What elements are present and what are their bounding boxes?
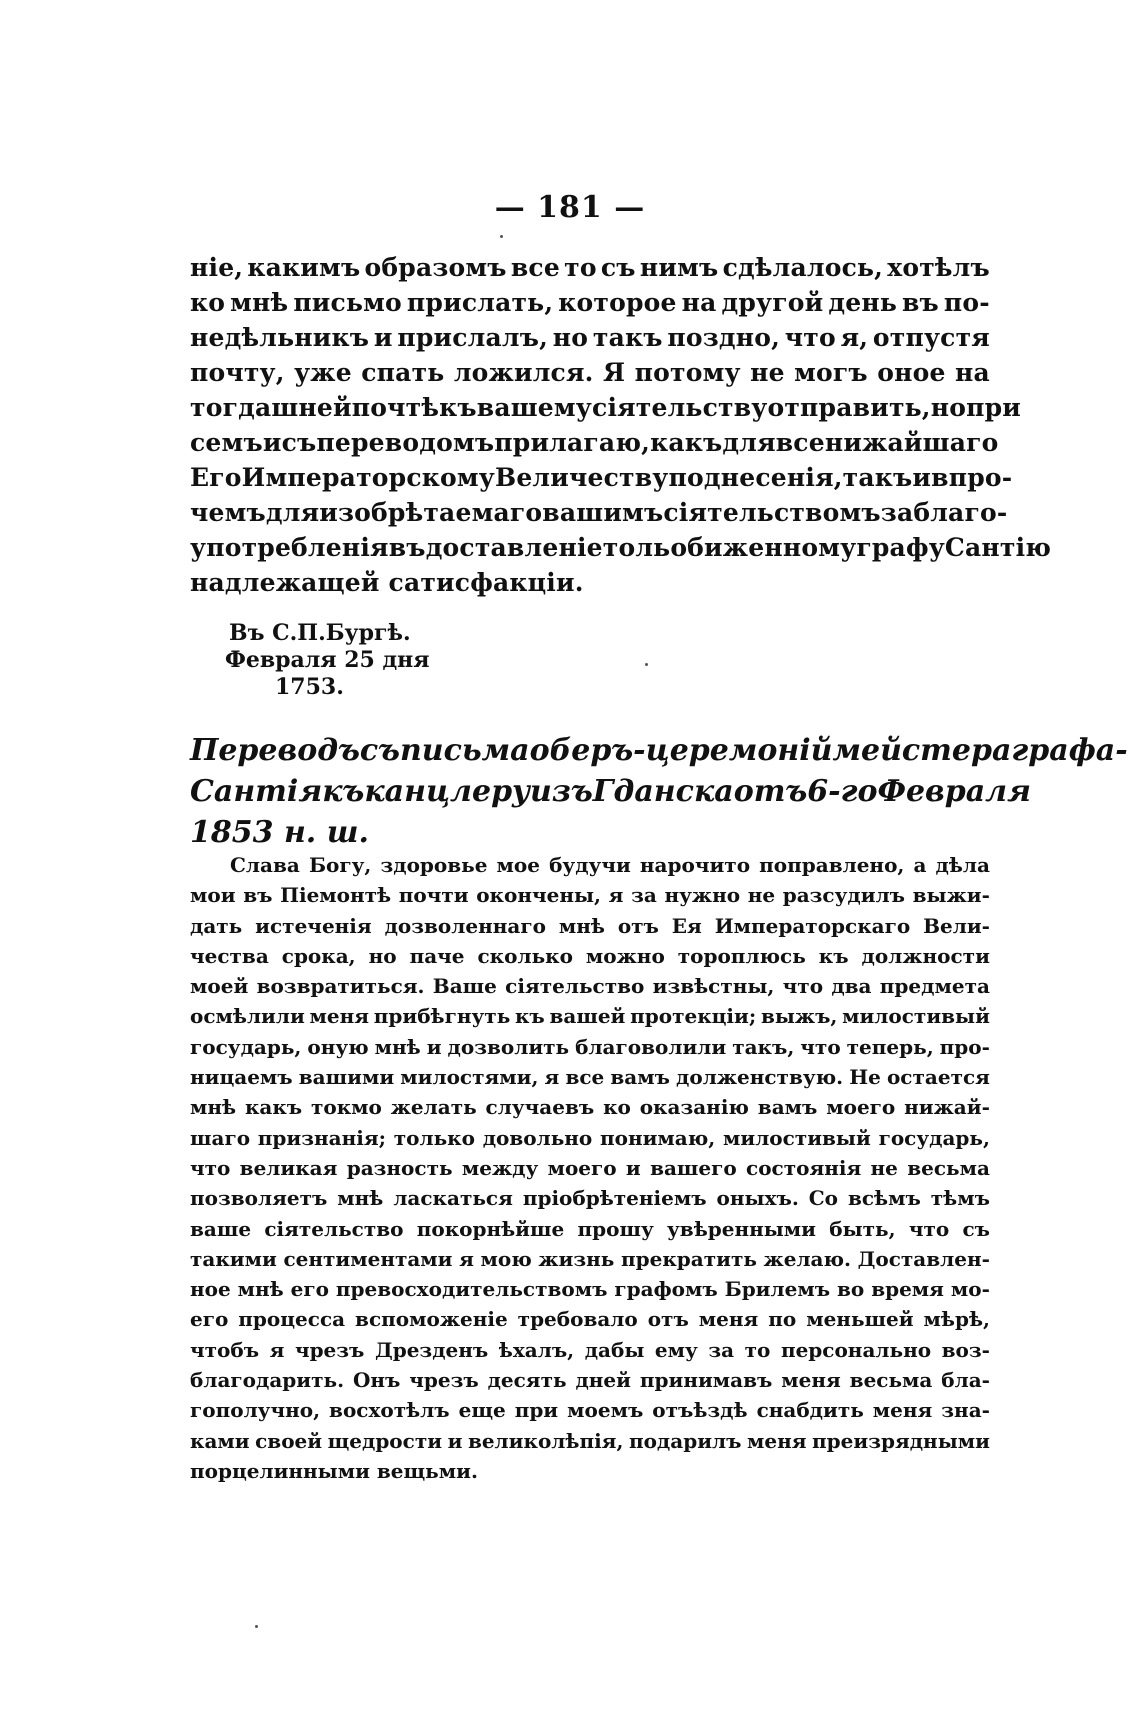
paragraph-2 bbox=[190, 850, 990, 1486]
paragraph-1-line: чемъ для изобрѣтаемаго вашимъ сіятельствомъ заблаго- bbox=[190, 498, 1008, 527]
dateline-year: 1753. bbox=[275, 674, 344, 700]
paragraph-2-line: ваше сіятельство покорнѣйше прошу увѣренными быть, что съ bbox=[190, 1216, 990, 1241]
paragraph-1-line: тогдашней почтѣ къ вашему сіятельству отправить, но при bbox=[190, 393, 1021, 422]
paragraph-2-line: осмѣлили меня прибѣгнуть къ вашей протекціи; выжъ, милостивый bbox=[190, 1004, 990, 1029]
paragraph-2-line: государь, оную мнѣ и дозволить благоволили такъ, что теперь, про- bbox=[190, 1034, 990, 1059]
paragraph-1-line: семъ и съ переводомъ прилагаю, какъ для всенижайшаго bbox=[190, 428, 999, 457]
paragraph-2-line: шаго признанія; только довольно понимаю, милостивый государь, bbox=[190, 1125, 990, 1150]
paragraph-1-line: Его Императорскому Величеству поднесенія, такъ и впро- bbox=[190, 463, 1013, 492]
paragraph-2-line: порцелинными вещьми. bbox=[190, 1458, 478, 1483]
paragraph-2-line: такими сентиментами я мою жизнь прекратить желаю. Доставлен- bbox=[190, 1246, 990, 1271]
paragraph-2-line: чества срока, но паче сколько можно тороплюсь къ должности bbox=[190, 943, 990, 968]
paragraph-2-line: чтобъ я чрезъ Дрезденъ ѣхалъ, дабы ему за то персонально воз- bbox=[190, 1337, 990, 1362]
paragraph-2-line: ное мнѣ его превосходительствомъ графомъ Брилемъ во время мо- bbox=[190, 1277, 990, 1302]
paragraph-2-line: что великая разность между моего и вашего состоянія не весьма bbox=[190, 1155, 990, 1180]
paragraph-2-line: мои въ Піемонтѣ почти окончены, я за нужно не разсудилъ выжи- bbox=[190, 883, 990, 908]
paragraph-1-line: употребленія въ доставленіе толь обиженному графу Сантію bbox=[190, 533, 1052, 562]
paragraph-2-line: его процесса вспоможеніе требовало отъ меня по меньшей мѣрѣ, bbox=[190, 1307, 990, 1332]
dateline-date: Февраля 25 дня bbox=[225, 647, 430, 673]
dateline bbox=[225, 620, 430, 701]
paragraph-1-line: недѣльникъ и прислалъ, но такъ поздно, что я, отпустя bbox=[190, 323, 990, 352]
heading-line: 1853 н. ш. bbox=[190, 815, 369, 850]
paragraph-1-line: ко мнѣ письмо прислать, которое на другой день въ по- bbox=[190, 288, 990, 317]
paragraph-2-line: мнѣ какъ токмо желать случаевъ ко оказанію вамъ моего нижай- bbox=[190, 1095, 990, 1120]
paragraph-2-line: ницаемъ вашими милостями, я все вамъ долженствую. Не остается bbox=[190, 1065, 990, 1090]
print-speck bbox=[255, 1625, 258, 1628]
paragraph-2-line: дать истеченія дозволеннаго мнѣ отъ Ея Императорскаго Вели- bbox=[190, 913, 990, 938]
paragraph-1-line: надлежащей сатисфакціи. bbox=[190, 568, 584, 597]
page-number: — 181 — bbox=[494, 190, 646, 225]
paragraph-2-line: позволяетъ мнѣ ласкаться пріобрѣтеніемъ оныхъ. Со всѣмъ тѣмъ bbox=[190, 1186, 990, 1211]
paragraph-1-line: почту, уже спать ложился. Я потому не могъ оное на bbox=[190, 358, 990, 387]
heading-line: Переводъ съ письма оберъ-церемоніймейстера графа- bbox=[190, 733, 1128, 768]
dateline-place: Въ С.П.Бургѣ. bbox=[229, 620, 411, 646]
section-heading bbox=[190, 730, 1128, 853]
paragraph-2-line: гополучно, восхотѣлъ еще при моемъ отъѣздѣ снабдить меня зна- bbox=[190, 1398, 990, 1423]
print-speck bbox=[645, 663, 648, 666]
paragraph-2-line: ками своей щедрости и великолѣпія, подарилъ меня преизрядными bbox=[190, 1428, 990, 1453]
paragraph-2-line: благодарить. Онъ чрезъ десять дней принимавъ меня весьма бла- bbox=[190, 1368, 990, 1393]
paragraph-2-line: Слава Богу, здоровье мое будучи нарочито поправлено, а дѣла bbox=[230, 853, 990, 877]
print-speck bbox=[500, 235, 503, 238]
heading-line: Сантія къ канцлеру изъ Гданска отъ 6-го Февраля bbox=[190, 774, 1031, 809]
paragraph-1 bbox=[190, 250, 1052, 600]
paragraph-2-line: моей возвратиться. Ваше сіятельство извѣстны, что два предмета bbox=[190, 974, 990, 999]
paragraph-1-line: ніе, какимъ образомъ все то съ нимъ сдѣлалось, хотѣлъ bbox=[190, 253, 990, 282]
